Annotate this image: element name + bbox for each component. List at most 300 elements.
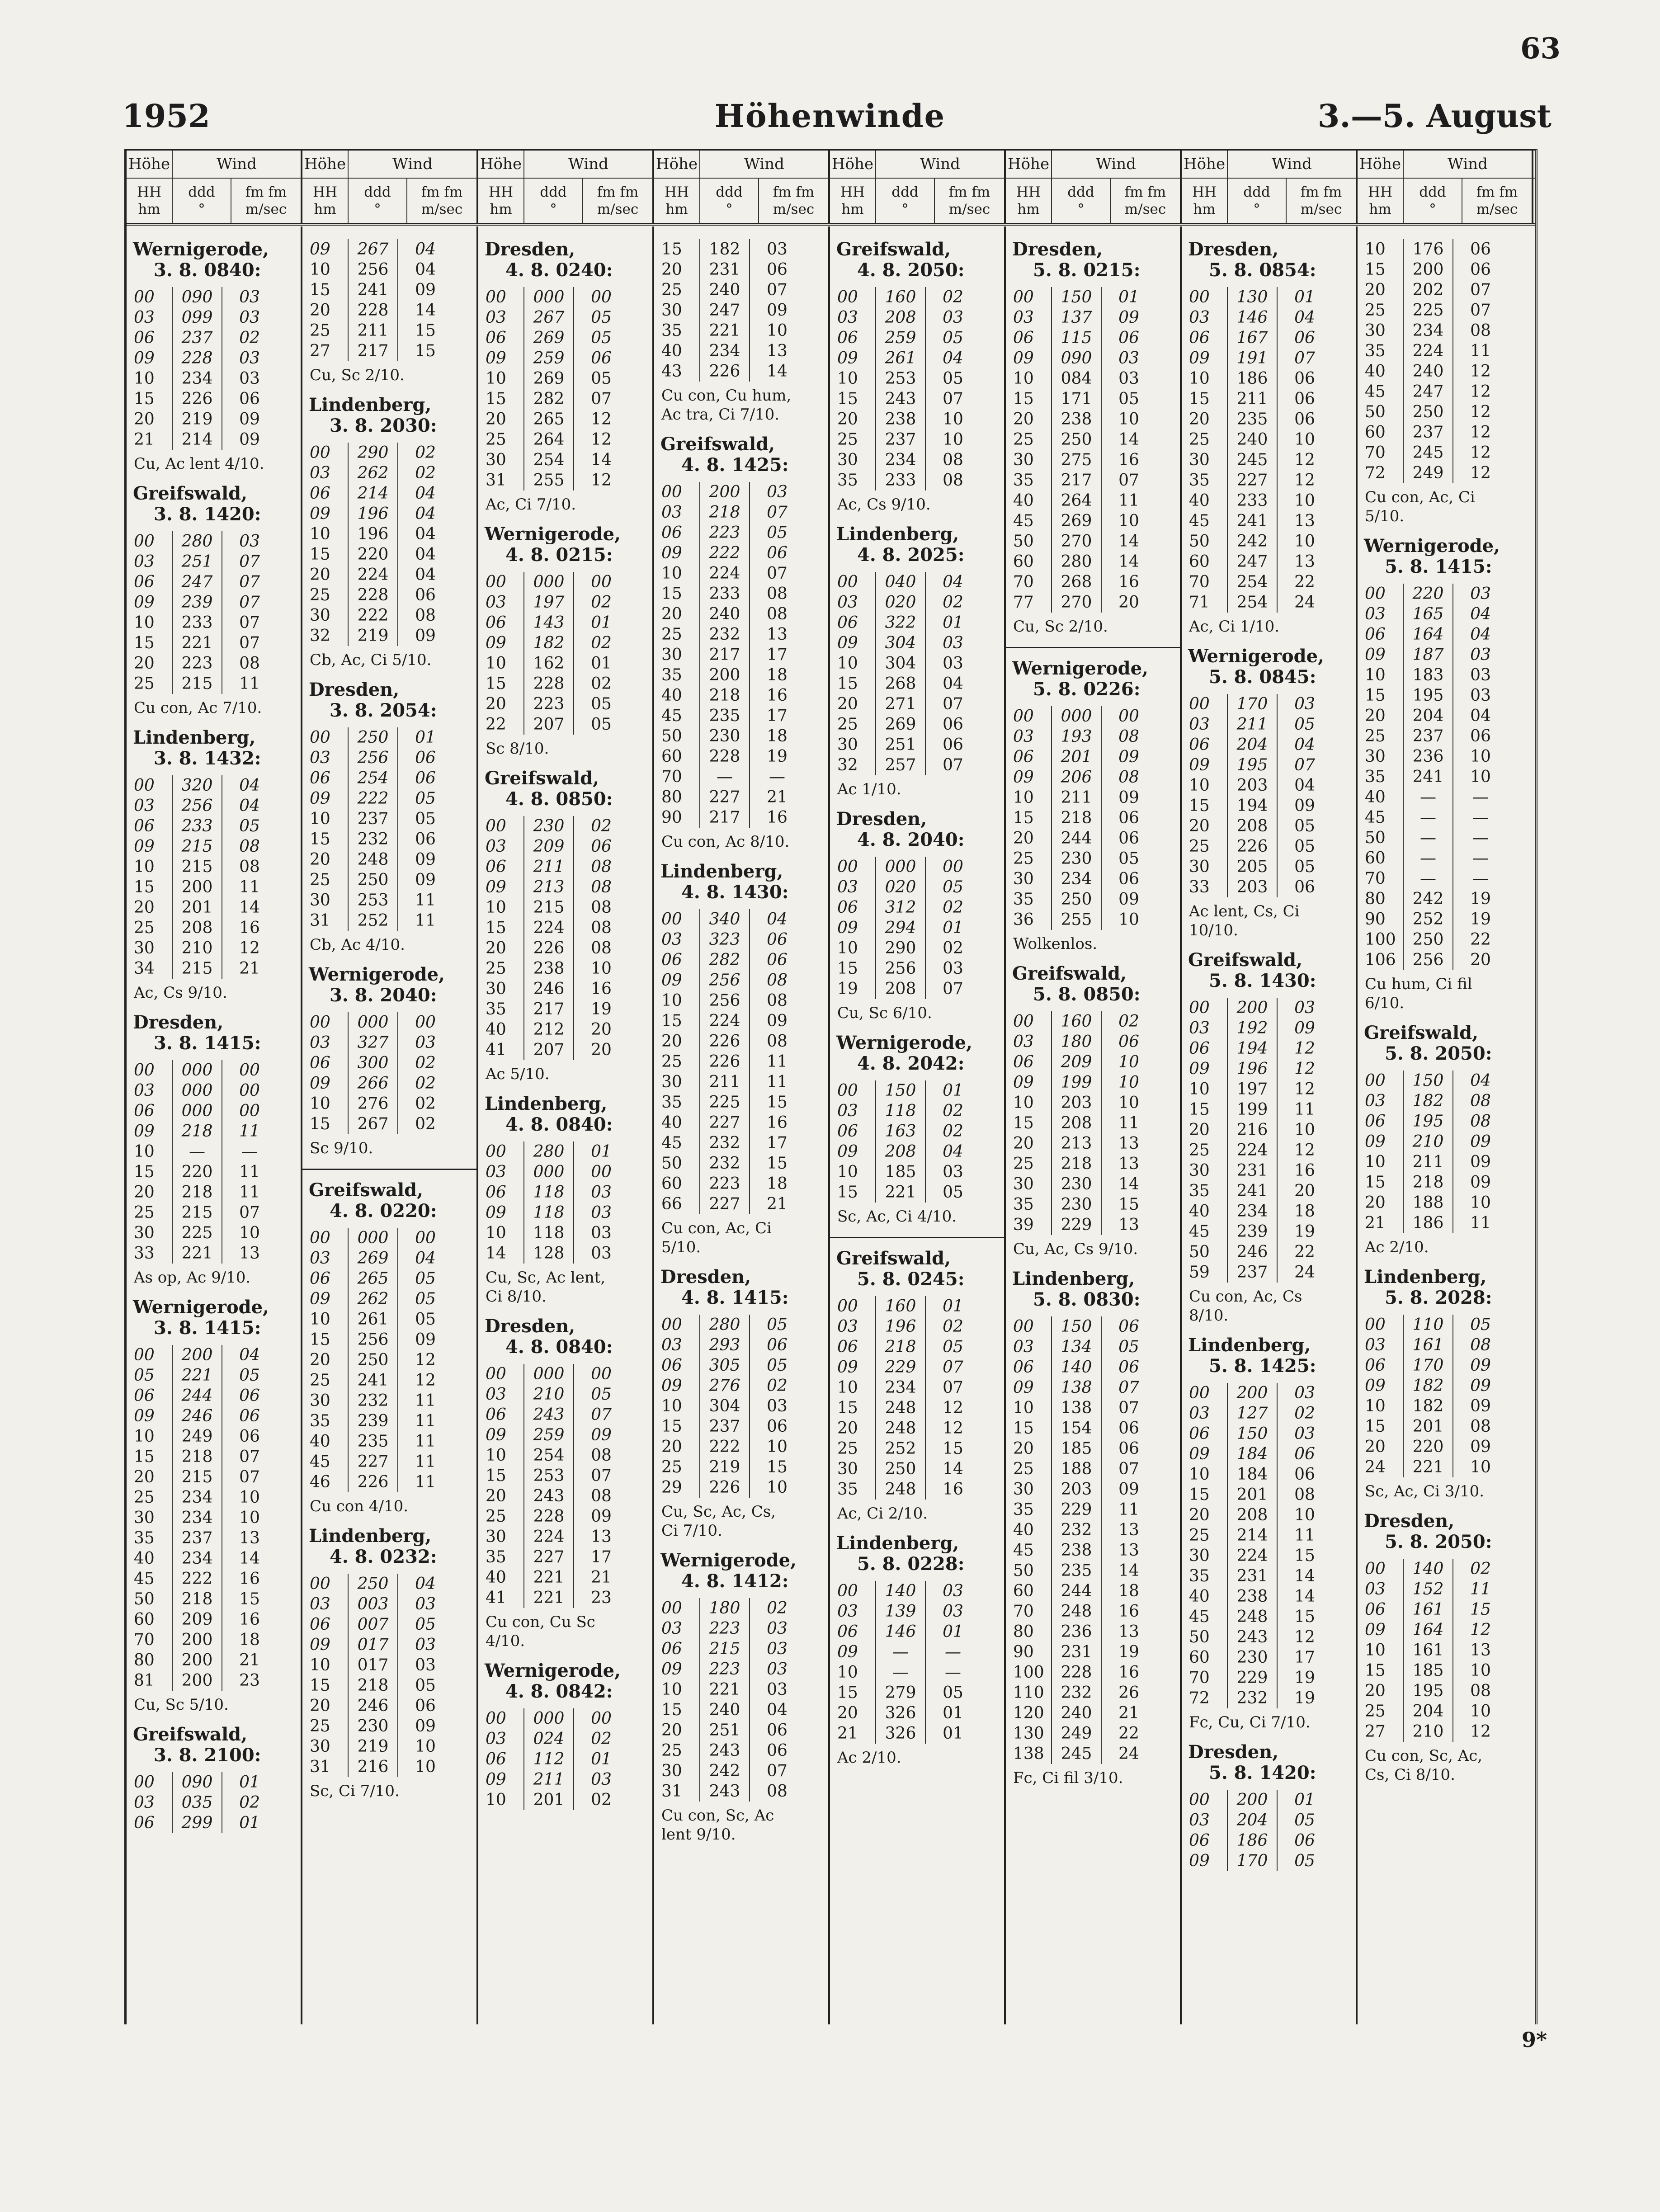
speed-cell: 03 — [415, 1595, 436, 1613]
height-cell: 03 — [486, 1385, 506, 1404]
height-cell: 50 — [661, 727, 682, 745]
table-row — [1182, 389, 1356, 409]
direction-cell: 264 — [1051, 491, 1102, 511]
direction-cell: 226 — [523, 938, 574, 958]
height-cell: 29 — [661, 1478, 682, 1497]
speed-cell: 17 — [767, 646, 788, 664]
height-cell: 33 — [134, 1244, 155, 1263]
direction-cell: — — [875, 1642, 926, 1662]
height-cell: 30 — [486, 451, 506, 469]
table-row — [1006, 1662, 1180, 1683]
speed-cell: 05 — [1294, 1852, 1315, 1870]
height-cell: 09 — [134, 593, 155, 612]
table-row — [478, 1729, 652, 1749]
direction-cell: 218 — [172, 1182, 222, 1203]
cloud-note: Cu con, Cu Sc 4/10. — [486, 1613, 595, 1650]
direction-cell: 222 — [348, 605, 398, 626]
table-row — [1006, 1683, 1180, 1703]
height-cell: 20 — [310, 850, 330, 869]
table-row — [1182, 328, 1356, 348]
wind-rows — [654, 482, 828, 828]
speed-cell: 01 — [591, 1142, 612, 1161]
table-row — [127, 1406, 301, 1426]
table-row — [1006, 491, 1180, 511]
sounding-block — [478, 1094, 652, 1306]
sounding-block — [1358, 1267, 1533, 1501]
height-cell: 30 — [1365, 747, 1386, 766]
header-ms-unit: m/sec — [245, 201, 287, 217]
height-cell: 30 — [1013, 451, 1034, 469]
table-row — [1006, 1622, 1180, 1642]
table-row — [654, 787, 828, 807]
header-hh-label: HH — [1368, 184, 1393, 200]
table-row — [302, 1411, 476, 1431]
station-name: Greifswald, — [133, 483, 248, 504]
direction-cell: 234 — [172, 368, 222, 389]
table-row — [1358, 1396, 1533, 1416]
header-hh — [1182, 179, 1228, 223]
height-cell: 15 — [837, 1399, 858, 1417]
observation-time: 3. 8. 2030: — [330, 415, 437, 436]
direction-cell: 254 — [348, 768, 398, 788]
table-row — [127, 307, 301, 328]
table-row — [1182, 307, 1356, 328]
table-row — [302, 483, 476, 504]
speed-cell: 03 — [239, 532, 260, 551]
wind-rows — [1182, 694, 1356, 897]
speed-cell: 13 — [1118, 1155, 1139, 1173]
speed-cell: 03 — [1470, 646, 1491, 664]
direction-cell: 246 — [523, 979, 574, 999]
direction-cell: 276 — [699, 1376, 750, 1396]
height-cell: 00 — [310, 443, 330, 462]
direction-cell: 243 — [699, 1781, 750, 1802]
direction-cell: 290 — [348, 443, 398, 463]
speed-cell: 11 — [415, 1432, 436, 1451]
height-cell: 15 — [1365, 1417, 1386, 1436]
table-row — [478, 389, 652, 409]
direction-cell: 192 — [1227, 1018, 1278, 1038]
height-cell: 00 — [1189, 1384, 1210, 1402]
table-row — [1006, 889, 1180, 910]
table-row — [478, 694, 652, 714]
table-row — [127, 1650, 301, 1670]
observation-time: 5. 8. 0854: — [1209, 259, 1316, 281]
height-cell: 00 — [1013, 1317, 1034, 1336]
table-row — [654, 300, 828, 321]
speed-cell: 22 — [1118, 1724, 1139, 1743]
table-row — [654, 1740, 828, 1761]
direction-cell: 194 — [1227, 796, 1278, 816]
height-cell: 15 — [1365, 1661, 1386, 1680]
table-row — [302, 829, 476, 849]
table-row — [1358, 848, 1533, 868]
direction-cell: 240 — [699, 604, 750, 624]
direction-cell: 211 — [1227, 389, 1278, 409]
direction-cell: 267 — [348, 1114, 398, 1134]
speed-cell: 06 — [1294, 369, 1315, 388]
direction-cell: 035 — [172, 1792, 222, 1813]
direction-cell: 219 — [699, 1457, 750, 1477]
observation-time: 3. 8. 0840: — [154, 259, 261, 281]
direction-cell: 305 — [699, 1355, 750, 1376]
speed-cell: 12 — [415, 1351, 436, 1369]
speed-cell: 01 — [943, 1297, 963, 1316]
height-cell: 03 — [134, 797, 155, 815]
table-row — [654, 259, 828, 280]
table-row — [127, 958, 301, 979]
speed-cell: 08 — [591, 1446, 612, 1465]
direction-cell: 228 — [172, 348, 222, 368]
block-divider — [1006, 647, 1180, 648]
direction-cell: 247 — [172, 572, 222, 592]
header-ddd-label: ddd — [1243, 184, 1270, 200]
speed-cell: 08 — [1118, 727, 1139, 746]
direction-cell: 210 — [1403, 1721, 1453, 1742]
height-cell: 15 — [134, 1448, 155, 1466]
direction-cell: 212 — [523, 1019, 574, 1040]
header-fm — [935, 179, 1006, 223]
direction-cell: 215 — [172, 1203, 222, 1223]
direction-cell: 150 — [1051, 1316, 1102, 1337]
height-cell: 06 — [837, 1338, 858, 1356]
direction-cell: 269 — [875, 714, 926, 735]
direction-cell: 199 — [1227, 1099, 1278, 1120]
speed-cell: 01 — [1294, 1791, 1315, 1809]
direction-cell: 229 — [1051, 1500, 1102, 1520]
table-row — [1182, 1059, 1356, 1079]
direction-cell: 251 — [172, 552, 222, 572]
height-cell: 06 — [134, 329, 155, 347]
station-name: Dresden, — [485, 239, 575, 260]
header-hm-unit: hm — [490, 201, 512, 217]
speed-cell: 07 — [591, 1467, 612, 1485]
direction-cell: 256 — [172, 796, 222, 816]
height-cell: 06 — [310, 1269, 330, 1288]
wind-rows — [1006, 1011, 1180, 1235]
direction-cell: 221 — [523, 1588, 574, 1608]
height-cell: 32 — [310, 627, 330, 645]
station-name: Dresden, — [836, 808, 927, 830]
speed-cell: 15 — [239, 1590, 260, 1608]
speed-cell: 07 — [943, 756, 963, 774]
direction-cell: 218 — [348, 1675, 398, 1696]
table-row — [654, 929, 828, 950]
direction-cell: 262 — [348, 1289, 398, 1309]
speed-cell: 08 — [415, 606, 436, 625]
speed-cell: 12 — [1294, 471, 1315, 490]
speed-cell: 02 — [591, 1791, 612, 1809]
table-row — [1006, 1133, 1180, 1154]
table-row — [654, 950, 828, 970]
table-row — [654, 1781, 828, 1802]
sounding-block — [654, 1267, 828, 1540]
speed-cell: 24 — [1294, 593, 1315, 612]
table-row — [654, 1072, 828, 1092]
height-cell: 40 — [1189, 1587, 1210, 1606]
speed-cell: 06 — [239, 1387, 260, 1405]
height-cell: 40 — [1365, 788, 1386, 807]
cloud-note: Ac 1/10. — [837, 780, 901, 798]
direction-cell: 241 — [1227, 511, 1278, 531]
height-cell: 25 — [310, 1717, 330, 1736]
speed-cell: 16 — [767, 808, 788, 827]
direction-cell: 224 — [523, 1527, 574, 1547]
speed-cell: 00 — [591, 1709, 612, 1728]
station-name: Dresden, — [660, 1266, 751, 1288]
table-row — [127, 1548, 301, 1569]
table-row — [1006, 706, 1180, 726]
sounding-block — [654, 861, 828, 1257]
header-fm-label: fm fm — [421, 184, 463, 200]
height-cell: 09 — [134, 1407, 155, 1425]
speed-cell: 10 — [591, 959, 612, 978]
cloud-note: Cu con 4/10. — [310, 1497, 409, 1515]
height-cell: 35 — [1013, 1195, 1034, 1214]
station-name: Greifswald, — [836, 1248, 951, 1269]
direction-cell: 210 — [172, 938, 222, 958]
table-row — [1182, 348, 1356, 368]
speed-cell: 06 — [767, 1741, 788, 1760]
direction-cell: 220 — [1403, 1437, 1453, 1457]
direction-cell: 224 — [699, 563, 750, 584]
speed-cell: 09 — [415, 1330, 436, 1349]
height-cell: 10 — [1189, 1465, 1210, 1484]
table-row — [830, 1418, 1004, 1439]
cloud-note: Sc, Ci 7/10. — [310, 1782, 400, 1800]
speed-cell: 02 — [591, 674, 612, 693]
height-cell: 09 — [134, 837, 155, 856]
direction-cell: 226 — [699, 1477, 750, 1498]
height-cell: 60 — [1365, 423, 1386, 442]
height-cell: 20 — [1189, 1506, 1210, 1524]
table-row — [1182, 1668, 1356, 1688]
speed-cell: 20 — [591, 1041, 612, 1059]
table-row — [1358, 1681, 1533, 1701]
speed-cell: 04 — [415, 566, 436, 584]
header-fm — [231, 179, 302, 223]
speed-cell: 05 — [1118, 390, 1139, 408]
direction-cell: 244 — [172, 1386, 222, 1406]
height-cell: 30 — [134, 1224, 155, 1242]
direction-cell: 275 — [1051, 450, 1102, 470]
speed-cell: 03 — [415, 1033, 436, 1052]
speed-cell: 04 — [943, 349, 963, 368]
direction-cell: 208 — [875, 1141, 926, 1162]
table-row — [1006, 1479, 1180, 1500]
cloud-note: Wolkenlos. — [1013, 935, 1098, 953]
table-row — [1182, 1546, 1356, 1566]
direction-cell: 234 — [875, 450, 926, 470]
speed-cell: 02 — [767, 1377, 788, 1395]
height-cell: 130 — [1013, 1724, 1044, 1743]
speed-cell: 12 — [1294, 1080, 1315, 1099]
height-cell: 45 — [661, 707, 682, 725]
height-cell: 15 — [134, 634, 155, 652]
table-row — [1358, 1599, 1533, 1620]
speed-cell: 10 — [1294, 430, 1315, 449]
height-cell: 70 — [1365, 443, 1386, 462]
speed-cell: — — [1472, 808, 1489, 827]
height-cell: 40 — [661, 1113, 682, 1132]
direction-cell: 229 — [1051, 1215, 1102, 1235]
header-fm-label: fm fm — [773, 184, 815, 200]
speed-cell: 09 — [1470, 1438, 1491, 1456]
direction-cell: 230 — [699, 726, 750, 746]
page-column — [478, 226, 654, 2024]
height-cell: 120 — [1013, 1704, 1044, 1722]
table-row — [830, 328, 1004, 348]
height-cell: 09 — [1189, 1445, 1210, 1463]
direction-cell: 203 — [1051, 1479, 1102, 1500]
height-cell: 19 — [837, 980, 858, 998]
header-hh-label: HH — [1192, 184, 1217, 200]
height-cell: 25 — [661, 281, 682, 299]
speed-cell: 12 — [1470, 423, 1491, 442]
height-cell: 15 — [837, 1684, 858, 1702]
height-cell: 06 — [837, 1122, 858, 1141]
direction-cell: 221 — [523, 1567, 574, 1588]
table-row — [1358, 1091, 1533, 1111]
speed-cell: 03 — [1470, 686, 1491, 705]
height-cell: 34 — [134, 959, 155, 978]
height-cell: 10 — [134, 613, 155, 632]
height-cell: 40 — [1189, 491, 1210, 510]
direction-cell: 216 — [1227, 1120, 1278, 1140]
table-row — [1182, 1485, 1356, 1505]
speed-cell: 06 — [415, 1697, 436, 1715]
header-hoehe: Höhe — [1006, 151, 1052, 178]
table-row — [1358, 1376, 1533, 1396]
direction-cell: 240 — [1051, 1703, 1102, 1723]
speed-cell: 00 — [415, 1013, 436, 1032]
direction-cell: 195 — [1403, 1681, 1453, 1701]
height-cell: 03 — [1189, 1404, 1210, 1423]
speed-cell: 08 — [1118, 768, 1139, 787]
direction-cell: 242 — [1227, 531, 1278, 552]
table-row — [830, 1337, 1004, 1357]
table-row — [1182, 1566, 1356, 1586]
direction-cell: 200 — [699, 665, 750, 685]
table-row — [127, 1426, 301, 1447]
height-cell: 25 — [1013, 849, 1034, 868]
speed-cell: 06 — [767, 1336, 788, 1354]
sounding-block — [127, 1012, 301, 1287]
cloud-note: Cu con, Ac, Ci 5/10. — [661, 1219, 772, 1256]
cloud-note: Sc, Ac, Ci 4/10. — [837, 1207, 957, 1226]
height-cell: 10 — [310, 1094, 330, 1113]
direction-cell: 248 — [348, 849, 398, 870]
height-cell: 10 — [661, 991, 682, 1010]
table-row — [1182, 450, 1356, 470]
table-row — [1358, 1213, 1533, 1233]
height-cell: 35 — [134, 1529, 155, 1547]
height-cell: 20 — [486, 695, 506, 713]
speed-cell: 13 — [591, 1528, 612, 1546]
direction-cell: 246 — [1227, 1242, 1278, 1262]
header-ddd-label: ddd — [716, 184, 743, 200]
speed-cell: 11 — [415, 1391, 436, 1410]
header-ddd — [700, 179, 759, 223]
direction-cell: 196 — [1227, 1059, 1278, 1079]
table-row — [478, 897, 652, 918]
table-row — [654, 604, 828, 624]
cloud-note: Cu con, Sc, Ac lent 9/10. — [661, 1806, 774, 1844]
header-ddd — [349, 179, 407, 223]
table-row — [1358, 280, 1533, 300]
height-cell: 45 — [661, 1134, 682, 1152]
table-row — [127, 572, 301, 592]
height-cell: 30 — [661, 1762, 682, 1780]
table-row — [302, 626, 476, 646]
direction-cell: 238 — [1051, 409, 1102, 429]
height-cell: 15 — [1013, 390, 1034, 408]
speed-cell: 02 — [1470, 1560, 1491, 1578]
height-cell: 30 — [134, 939, 155, 957]
speed-cell: 03 — [1294, 1384, 1315, 1402]
cloud-note: Cu con, Cu hum, Ac tra, Ci 7/10. — [661, 387, 792, 424]
table-row — [1358, 889, 1533, 909]
table-row — [1182, 694, 1356, 714]
table-row — [127, 1589, 301, 1609]
cloud-note: Ac, Ci 7/10. — [486, 495, 576, 514]
direction-cell: 230 — [348, 1716, 398, 1736]
height-cell: 30 — [1013, 1175, 1034, 1193]
height-cell: 20 — [1365, 1682, 1386, 1700]
table-row — [302, 1696, 476, 1716]
station-name: Greifswald, — [1364, 1022, 1479, 1043]
table-row — [1006, 1052, 1180, 1072]
speed-cell: 02 — [415, 1094, 436, 1113]
direction-cell: 233 — [172, 816, 222, 836]
sounding-block — [478, 1316, 652, 1651]
speed-cell: — — [1472, 788, 1489, 807]
wind-rows — [127, 531, 301, 694]
speed-cell: 04 — [943, 1142, 963, 1161]
height-cell: 06 — [134, 1102, 155, 1120]
speed-cell: 06 — [1118, 1033, 1139, 1051]
table-row — [1006, 429, 1180, 450]
speed-cell: 08 — [591, 878, 612, 896]
speed-cell: 05 — [415, 1676, 436, 1695]
height-cell: 03 — [837, 1317, 858, 1336]
header-ms-unit: m/sec — [948, 201, 990, 217]
direction-cell: 196 — [348, 504, 398, 524]
direction-cell: 238 — [523, 958, 574, 979]
speed-cell: 01 — [943, 1704, 963, 1722]
speed-cell: 07 — [239, 1448, 260, 1466]
table-row — [127, 816, 301, 836]
height-cell: 00 — [1365, 1316, 1386, 1334]
observation-time: 4. 8. 2042: — [857, 1053, 965, 1074]
table-row — [127, 1182, 301, 1203]
direction-cell: 161 — [1403, 1599, 1453, 1620]
speed-cell: 07 — [239, 613, 260, 632]
speed-cell: 10 — [1470, 1702, 1491, 1721]
table-row — [830, 694, 1004, 714]
table-row — [1006, 1540, 1180, 1561]
table-row — [302, 890, 476, 910]
speed-cell: 06 — [591, 837, 612, 856]
height-cell: 70 — [661, 768, 682, 786]
speed-cell: 02 — [591, 817, 612, 835]
table-row — [830, 674, 1004, 694]
table-row — [1358, 321, 1533, 341]
header-hh-label: HH — [137, 184, 162, 200]
speed-cell: — — [1472, 849, 1489, 868]
direction-cell: 184 — [1227, 1444, 1278, 1464]
speed-cell: 04 — [1294, 308, 1315, 327]
